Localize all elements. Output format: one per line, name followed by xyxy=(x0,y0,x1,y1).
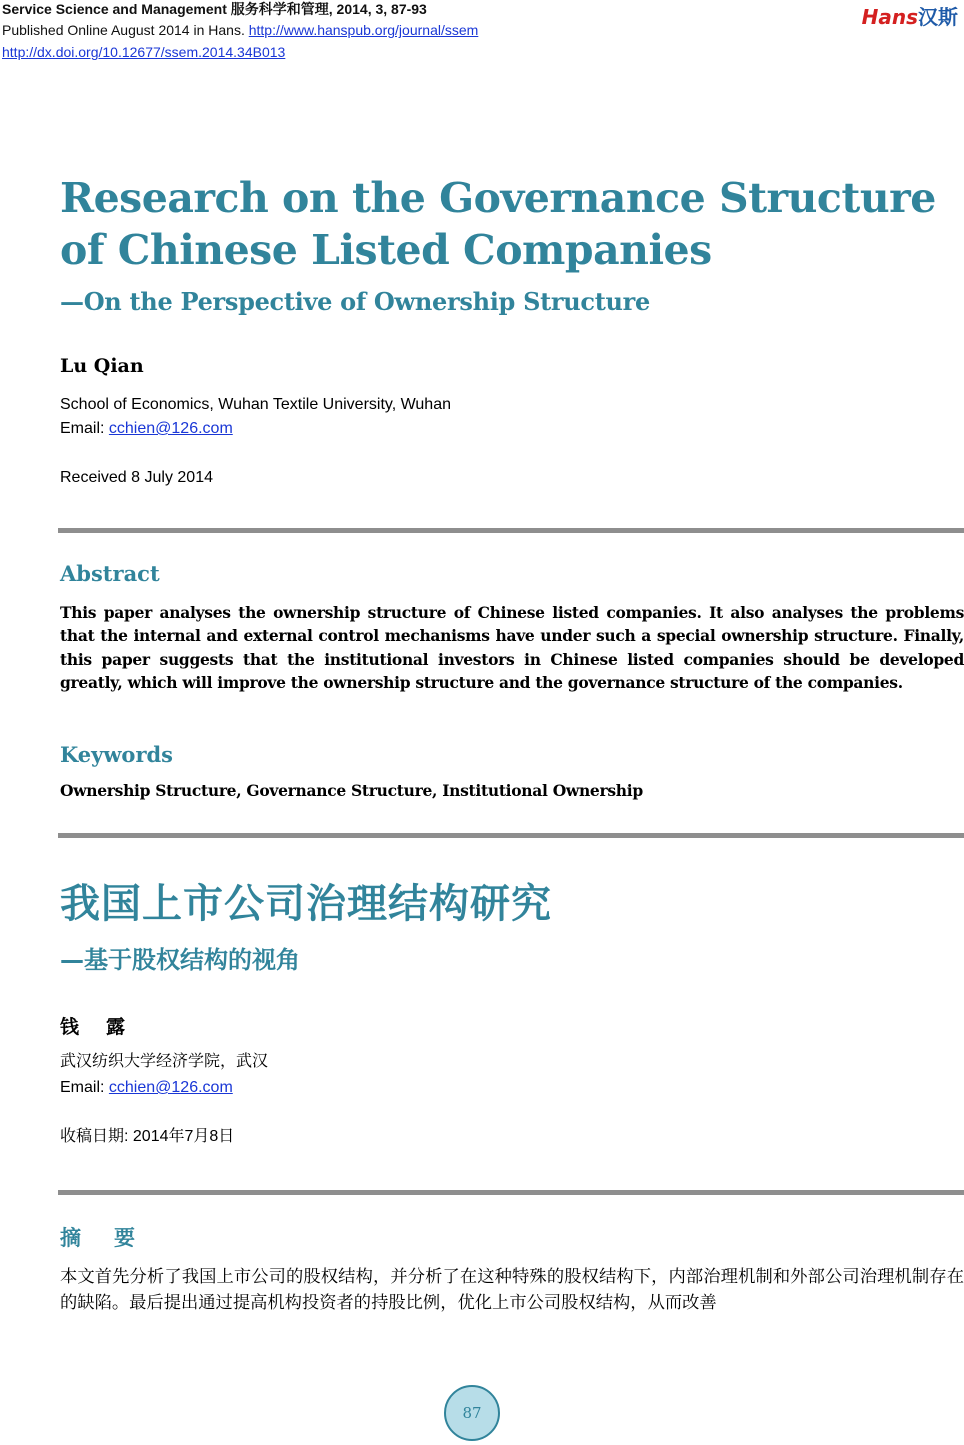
email-line-en xyxy=(60,417,233,441)
paper-title-en: Research on the Governance Structure of Chinese Listed Companies xyxy=(60,174,936,274)
page-number-badge xyxy=(444,1385,500,1441)
keywords-heading-en: Keywords xyxy=(60,742,174,767)
paper-subtitle-cn: —基于股权结构的视角 xyxy=(60,946,300,974)
published-online-line xyxy=(2,21,478,39)
section-divider xyxy=(58,833,964,838)
section-divider xyxy=(58,1190,964,1195)
keywords-text-en: Ownership Structure, Governance Structure, Institutional Ownership xyxy=(60,781,643,800)
author-name-en: Lu Qian xyxy=(60,355,144,377)
affiliation-cn: 武汉纺织大学经济学院，武汉 xyxy=(60,1053,269,1070)
abstract-text-en: This paper analyses the ownership structure of Chinese listed companies. It also analyses the problems that the internal and external control mechanisms have under such a special ownership structure. Finally, this paper suggests that the institutional investors in Chinese listed companies should be developed greatly, which will improve the ownership structure and the governance structure of the companies. xyxy=(60,603,964,693)
abstract-text-cn: 本文首先分析了我国上市公司的股权结构，并分析了在这种特殊的股权结构下，内部治理机制和外部公司治理机制存在的缺陷。最后提出通过提高机构投资者的持股比例，优化上市公司股权结构，从而改善 xyxy=(60,1267,964,1313)
email-line-cn xyxy=(60,1076,233,1100)
journal-url-link[interactable]: http://www.hanspub.org/journal/ssem xyxy=(248,22,479,38)
journal-citation-line xyxy=(2,0,427,18)
section-divider xyxy=(58,528,964,533)
affiliation-en: School of Economics, Wuhan Textile University, Wuhan xyxy=(60,396,451,413)
paper-title-cn: 我国上市公司治理结构研究 xyxy=(60,881,552,927)
received-date-en: Received 8 July 2014 xyxy=(60,469,213,486)
paper-subtitle-en: —On the Perspective of Ownership Structure xyxy=(60,287,650,316)
email-label-en: Email: xyxy=(60,420,109,437)
email-link-en[interactable]: cchien@126.com xyxy=(108,420,233,437)
page-number: 87 xyxy=(462,1404,482,1422)
email-label-cn: Email: xyxy=(60,1079,109,1096)
journal-citation: Service Science and Management 服务科学和管理, 2014, 3, 87-93 xyxy=(2,1,427,17)
author-name-cn: 钱 露 xyxy=(60,1016,130,1038)
doi-link[interactable]: http://dx.doi.org/10.12677/ssem.2014.34B013 xyxy=(2,44,286,60)
published-online-text: Published Online August 2014 in Hans. xyxy=(2,22,249,38)
hans-logo xyxy=(862,1,958,30)
logo-latin-text: Hans xyxy=(861,5,918,29)
doi-line xyxy=(2,43,285,61)
email-link-cn[interactable]: cchien@126.com xyxy=(108,1079,233,1096)
received-date-cn: 收稿日期: 2014年7月8日 xyxy=(60,1128,235,1145)
abstract-heading-cn: 摘 要 xyxy=(60,1226,141,1250)
logo-chinese-text: 汉斯 xyxy=(918,5,958,29)
abstract-heading-en: Abstract xyxy=(60,561,160,586)
